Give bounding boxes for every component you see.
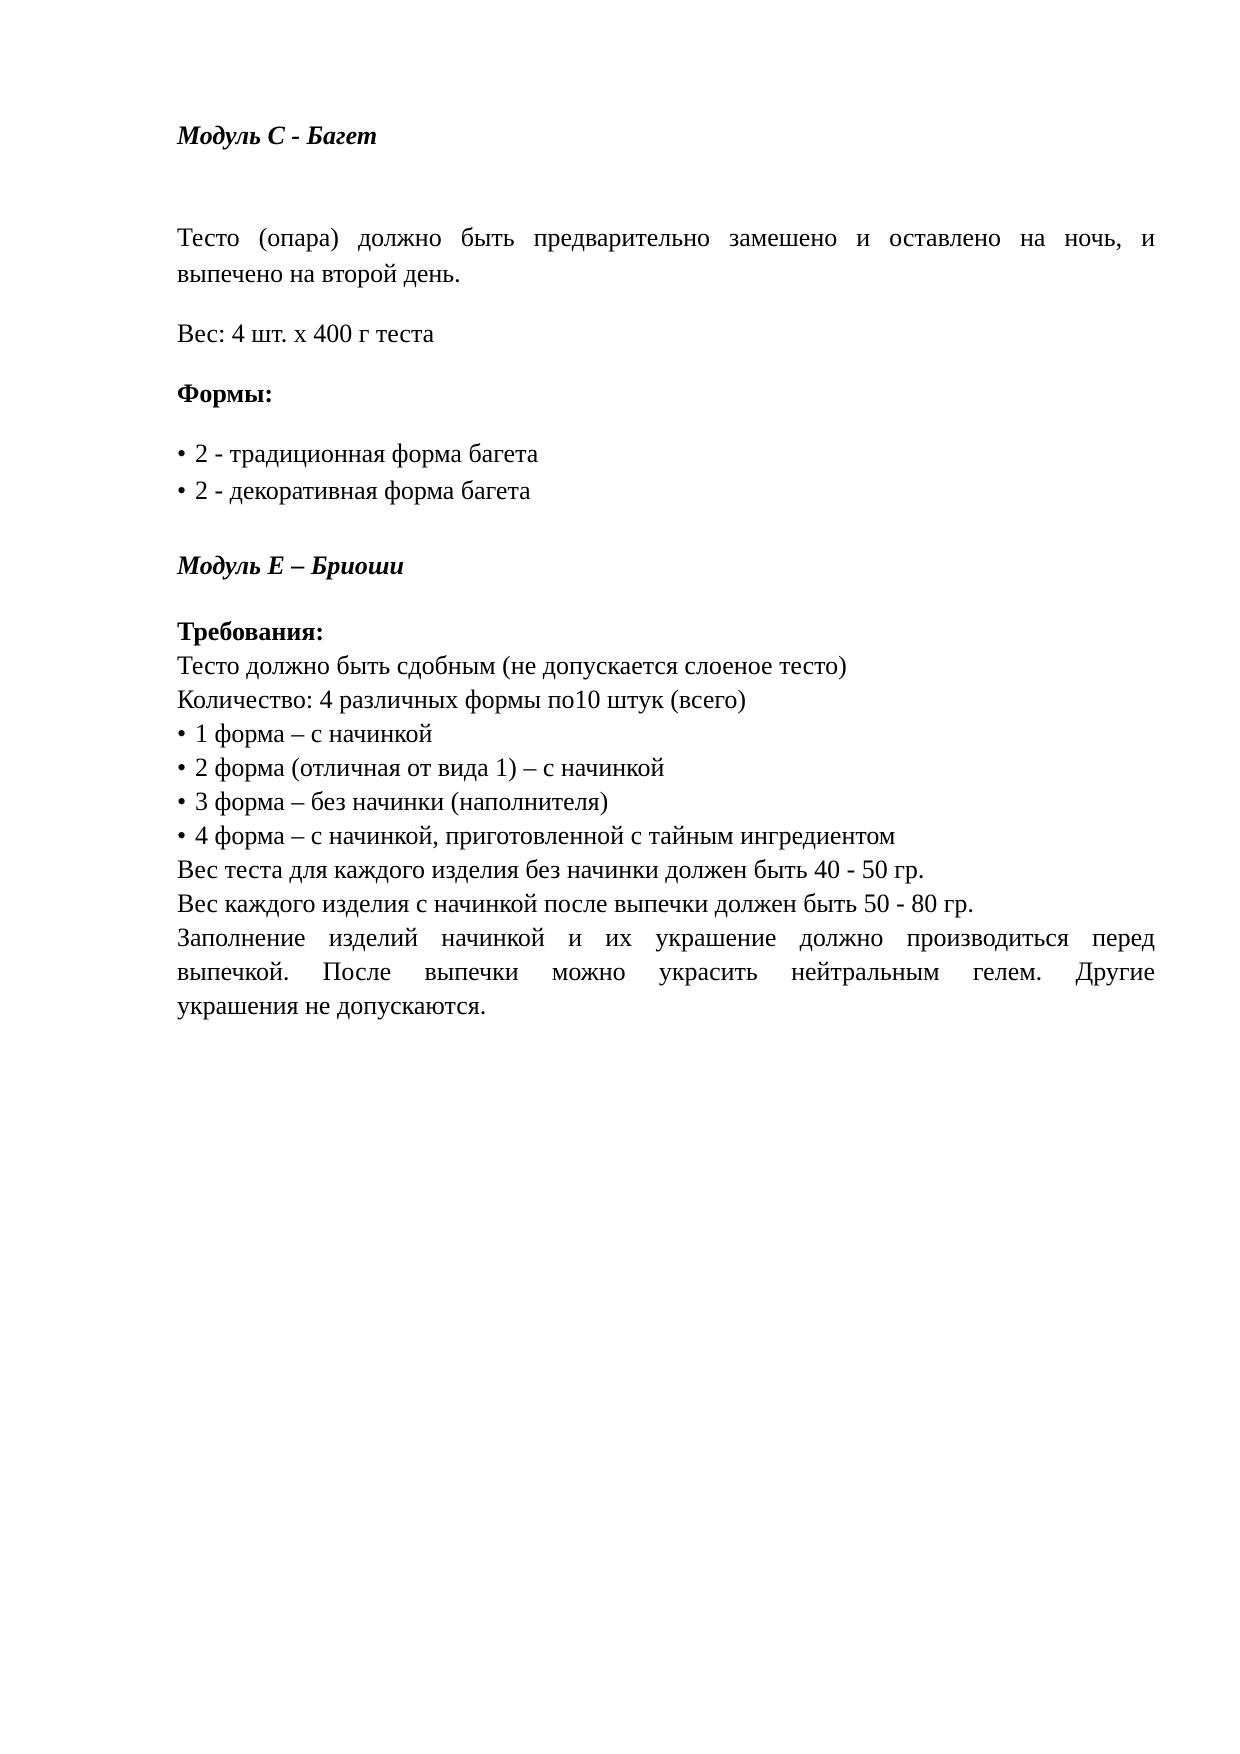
bullet-icon: • — [177, 821, 187, 850]
module-c-title: Модуль С - Багет — [177, 121, 378, 150]
module-c-paragraph-line-2: выпечено на второй день. — [177, 259, 461, 288]
module-e-form-item — [177, 786, 608, 818]
module-e-form-item — [177, 718, 432, 750]
module-c-weight: Вес: 4 шт. х 400 г теста — [177, 319, 435, 348]
module-e-decoration-line-3: украшения не допускаются. — [177, 991, 487, 1020]
module-c-forms-heading: Формы: — [177, 379, 274, 408]
module-c-form-item-text: 2 - традиционная форма багета — [195, 439, 539, 468]
module-e-form-item-text: 4 форма – с начинкой, приготовленной с тайным ингредиентом — [195, 821, 896, 850]
module-e-requirements-heading: Требования: — [177, 617, 325, 646]
module-e-decoration-line-1: Заполнение изделий начинкой и их украшение должно производиться перед — [177, 923, 1155, 952]
module-e-decoration-line-2: выпечкой. После выпечки можно украсить нейтральным гелем. Другие — [177, 957, 1155, 986]
bullet-icon: • — [177, 753, 187, 782]
module-e-form-item-text: 2 форма (отличная от вида 1) – с начинкой — [195, 753, 665, 782]
module-e-dough: Тесто должно быть сдобным (не допускается слоеное тесто) — [177, 651, 847, 680]
module-c-form-item — [177, 438, 538, 470]
module-e-form-item-text: 1 форма – с начинкой — [195, 719, 433, 748]
module-e-weight-with-filling: Вес каждого изделия с начинкой после выпечки должен быть 50 - 80 гр. — [177, 889, 974, 918]
bullet-icon: • — [177, 439, 187, 468]
module-c-form-item — [177, 475, 531, 507]
module-e-quantity: Количество: 4 различных формы по10 штук (всего) — [177, 685, 747, 714]
module-e-title: Модуль Е – Бриоши — [177, 551, 404, 580]
module-e-form-item — [177, 752, 664, 784]
bullet-icon: • — [177, 787, 187, 816]
module-e-form-item-text: 3 форма – без начинки (наполнителя) — [195, 787, 609, 816]
module-c-paragraph-line-1: Тесто (опара) должно быть предварительно замешено и оставлено на ночь, и — [177, 223, 1155, 252]
module-e-form-item — [177, 820, 895, 852]
module-c-form-item-text: 2 - декоративная форма багета — [195, 476, 531, 505]
bullet-icon: • — [177, 476, 187, 505]
module-e-weight-without-filling: Вес теста для каждого изделия без начинки должен быть 40 - 50 гр. — [177, 855, 925, 884]
bullet-icon: • — [177, 719, 187, 748]
